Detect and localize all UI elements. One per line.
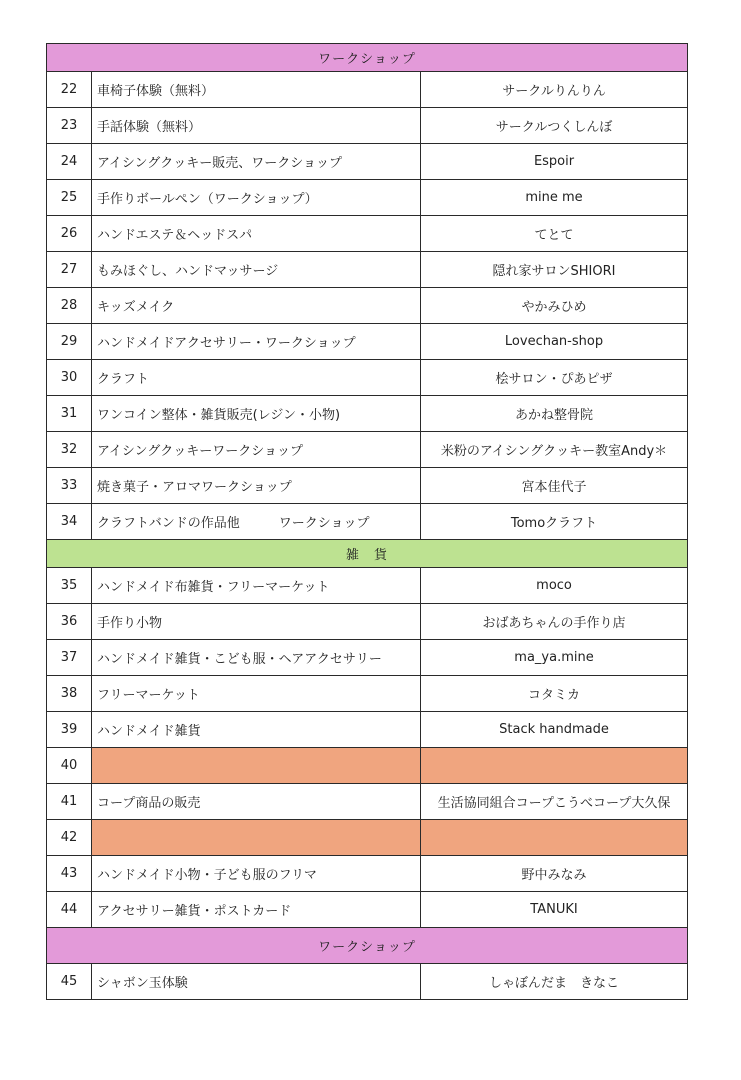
exhibitor-name: 野中みなみ [421, 856, 688, 892]
row-number: 32 [47, 432, 92, 468]
table-row [47, 108, 688, 144]
exhibitor-name: Lovechan-shop [421, 324, 688, 360]
booth-description: コープ商品の販売 [92, 784, 421, 820]
table-row [47, 468, 688, 504]
exhibitor-name: mine me [421, 180, 688, 216]
booth-description: ハンドメイド雑貨 [92, 712, 421, 748]
table-row [47, 604, 688, 640]
row-number: 30 [47, 360, 92, 396]
row-number: 36 [47, 604, 92, 640]
exhibitor-name: おばあちゃんの手作り店 [421, 604, 688, 640]
exhibitor-name: TANUKI [421, 892, 688, 928]
table-row [47, 72, 688, 108]
booth-description: ハンドメイドアクセサリー・ワークショップ [92, 324, 421, 360]
exhibitor-name: 米粉のアイシングクッキー教室Andy＊ [421, 432, 688, 468]
section-header [47, 540, 688, 568]
row-number: 35 [47, 568, 92, 604]
exhibitor-name: Stack handmade [421, 712, 688, 748]
booth-description: 焼き菓子・アロマワークショップ [92, 468, 421, 504]
row-number: 44 [47, 892, 92, 928]
exhibitor-name: 隠れ家サロンSHIORI [421, 252, 688, 288]
booth-table-body [47, 44, 688, 1000]
row-number: 40 [47, 748, 92, 784]
exhibitor-name: Espoir [421, 144, 688, 180]
exhibitor-name: あかね整骨院 [421, 396, 688, 432]
booth-description: 車椅子体験（無料） [92, 72, 421, 108]
table-row [47, 568, 688, 604]
booth-description: 手話体験（無料） [92, 108, 421, 144]
table-row [47, 324, 688, 360]
table-row [47, 712, 688, 748]
booth-description: フリーマーケット [92, 676, 421, 712]
row-number: 37 [47, 640, 92, 676]
exhibitor-name: ma_ya.mine [421, 640, 688, 676]
row-number: 24 [47, 144, 92, 180]
exhibitor-name: てとて [421, 216, 688, 252]
table-row [47, 856, 688, 892]
section-title: ワークショップ [47, 928, 688, 964]
row-number: 41 [47, 784, 92, 820]
table-row [47, 820, 688, 856]
booth-description: もみほぐし、ハンドマッサージ [92, 252, 421, 288]
exhibitor-name: コタミカ [421, 676, 688, 712]
section-title: ワークショップ [47, 44, 688, 72]
booth-description: ハンドメイド布雑貨・フリーマーケット [92, 568, 421, 604]
table-row [47, 180, 688, 216]
row-number: 33 [47, 468, 92, 504]
row-number: 45 [47, 964, 92, 1000]
booth-description: キッズメイク [92, 288, 421, 324]
table-row [47, 504, 688, 540]
booth-table [46, 43, 688, 1000]
row-number: 25 [47, 180, 92, 216]
exhibitor-name: 桧サロン・ぴあピザ [421, 360, 688, 396]
booth-description: ハンドメイド小物・子ども服のフリマ [92, 856, 421, 892]
table-row [47, 784, 688, 820]
booth-description: シャボン玉体験 [92, 964, 421, 1000]
row-number: 27 [47, 252, 92, 288]
row-number: 43 [47, 856, 92, 892]
table-row [47, 396, 688, 432]
booth-description: クラフト [92, 360, 421, 396]
booth-description: 手作りボールペン（ワークショップ） [92, 180, 421, 216]
table-row [47, 360, 688, 396]
booth-description: 手作り小物 [92, 604, 421, 640]
table-row [47, 676, 688, 712]
row-number: 29 [47, 324, 92, 360]
booth-description: アイシングクッキーワークショップ [92, 432, 421, 468]
booth-description: クラフトバンドの作品他 ワークショップ [92, 504, 421, 540]
table-row [47, 432, 688, 468]
row-number: 42 [47, 820, 92, 856]
row-number: 22 [47, 72, 92, 108]
exhibitor-name: サークルつくしんぼ [421, 108, 688, 144]
row-number: 26 [47, 216, 92, 252]
section-header [47, 44, 688, 72]
booth-description [92, 820, 421, 856]
exhibitor-name [421, 820, 688, 856]
row-number: 23 [47, 108, 92, 144]
booth-description [92, 748, 421, 784]
row-number: 28 [47, 288, 92, 324]
booth-description: ハンドエステ＆ヘッドスパ [92, 216, 421, 252]
table-row [47, 748, 688, 784]
booth-description: アイシングクッキー販売、ワークショップ [92, 144, 421, 180]
table-row [47, 640, 688, 676]
row-number: 38 [47, 676, 92, 712]
booth-description: アクセサリー雑貨・ポストカード [92, 892, 421, 928]
row-number: 31 [47, 396, 92, 432]
exhibitor-name: Tomoクラフト [421, 504, 688, 540]
row-number: 34 [47, 504, 92, 540]
section-title: 雑 貨 [47, 540, 688, 568]
exhibitor-name: サークルりんりん [421, 72, 688, 108]
section-header [47, 928, 688, 964]
exhibitor-name: 生活協同組合コープこうべコープ大久保 [421, 784, 688, 820]
table-row [47, 216, 688, 252]
table-row [47, 144, 688, 180]
row-number: 39 [47, 712, 92, 748]
exhibitor-name: やかみひめ [421, 288, 688, 324]
booth-description: ワンコイン整体・雑貨販売(レジン・小物) [92, 396, 421, 432]
exhibitor-name: しゃぼんだま きなこ [421, 964, 688, 1000]
exhibitor-name: moco [421, 568, 688, 604]
table-row [47, 288, 688, 324]
table-row [47, 892, 688, 928]
table-row [47, 252, 688, 288]
booth-description: ハンドメイド雑貨・こども服・ヘアアクセサリー [92, 640, 421, 676]
exhibitor-name [421, 748, 688, 784]
exhibitor-name: 宮本佳代子 [421, 468, 688, 504]
table-row [47, 964, 688, 1000]
